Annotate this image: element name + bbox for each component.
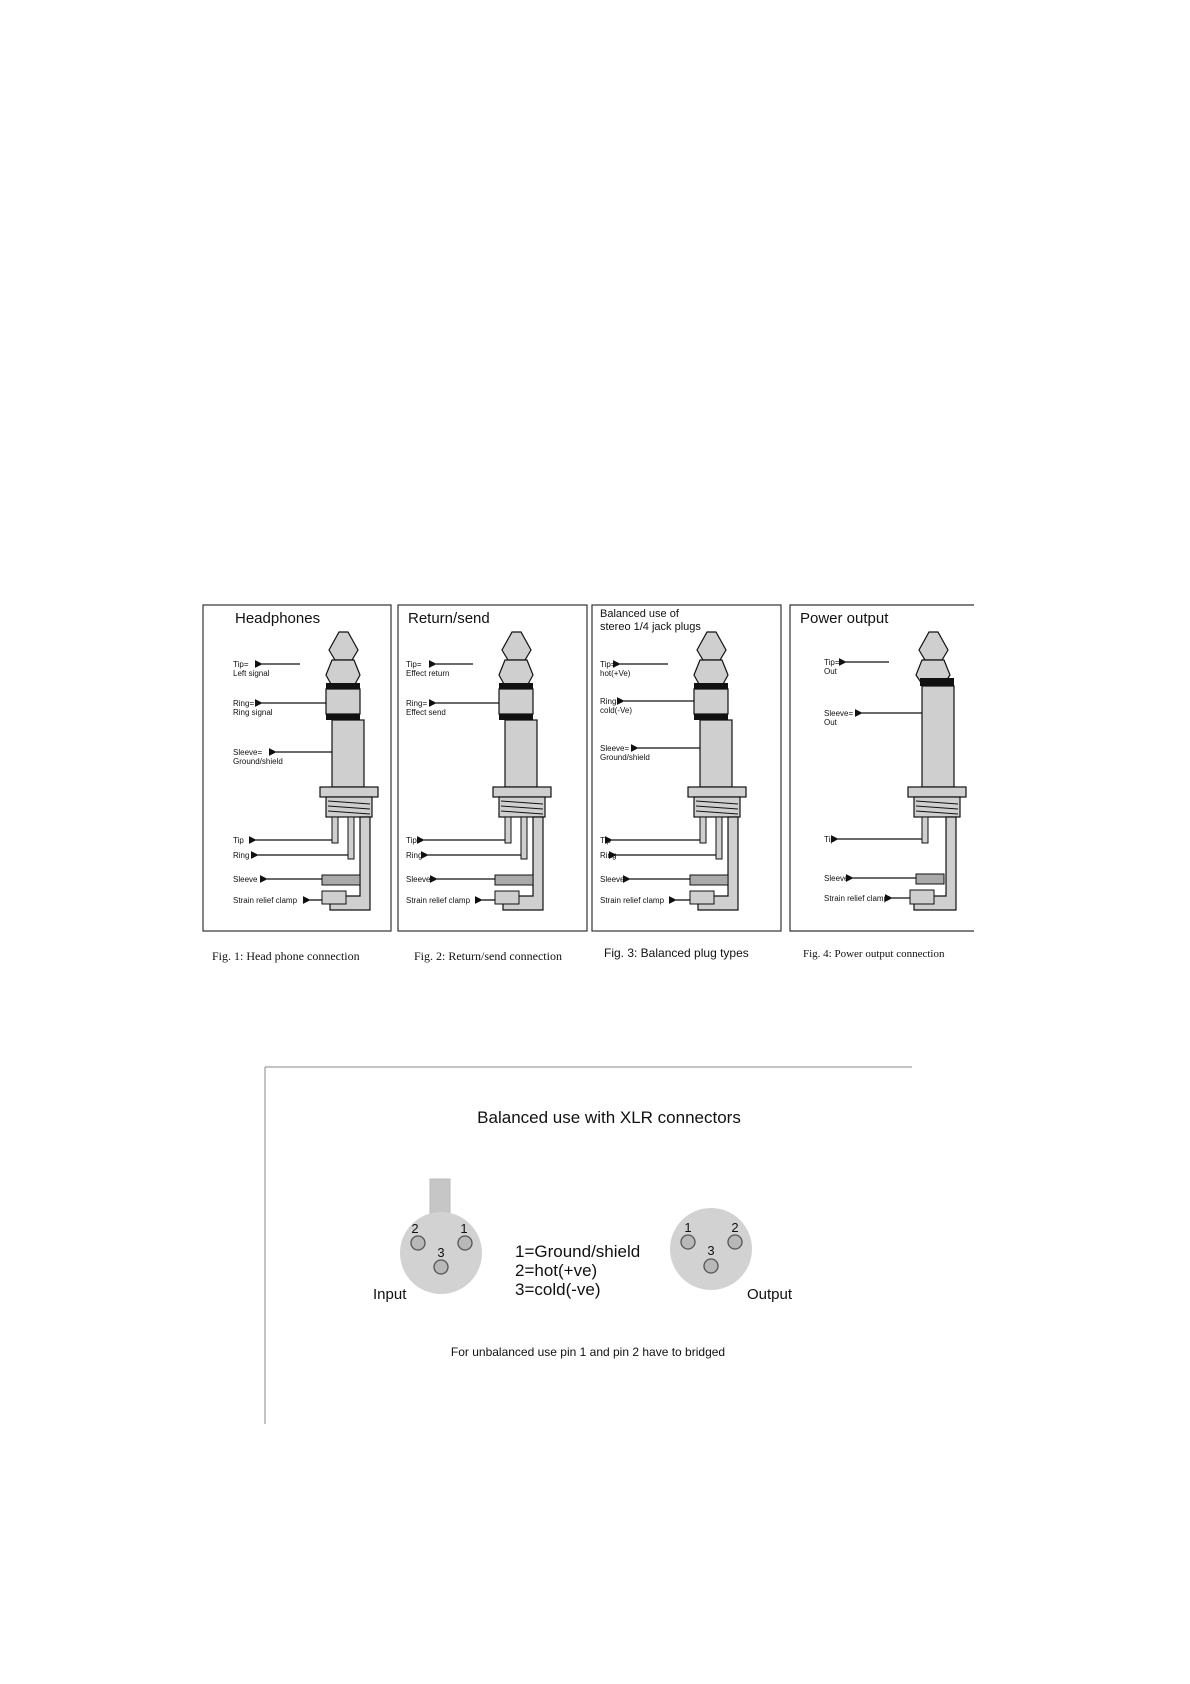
label-tip-wire: Tip [824,835,835,844]
xlr-input-connector [400,1179,482,1294]
legend-pin-2: 2=hot(+ve) [515,1261,598,1280]
label-sleeve: Sleeve= [824,709,854,718]
label-tip-desc: hot(+Ve) [600,669,631,678]
label-ring-wire: Ring [406,851,423,860]
label-tip-desc: Effect return [406,669,450,678]
label-sleeve-desc: Out [824,718,837,727]
label-ring: Ring= [406,699,428,708]
figure-caption: Fig. 1: Head phone connection [212,949,360,963]
pin [728,1235,742,1249]
label-tip: Tip= [406,660,422,669]
label-sleeve-wire: Sleeve [233,875,258,884]
label-strain-relief: Strain relief clamp [824,894,889,903]
label-sleeve-wire: Sleeve [824,874,849,883]
label-tip-wire: Tip [600,836,611,845]
label-ring-wire: Ring [233,851,250,860]
label-ring-desc: Ring signal [233,708,273,717]
label-tip: Tip= [824,658,840,667]
label-tip-wire: Tip [406,836,417,845]
figure-caption: Fig. 3: Balanced plug types [604,946,749,960]
panel-title-line2: stereo 1/4 jack plugs [600,621,701,633]
panel-title-line1: Balanced use of [600,608,679,620]
pin-label: 3 [437,1245,445,1260]
xlr-output-connector [670,1208,752,1290]
pin-label: 2 [411,1221,419,1236]
label-sleeve-desc: Ground/shield [233,757,283,766]
legend-pin-3: 3=cold(-ve) [515,1280,601,1299]
panel-title: Return/send [408,610,490,627]
pin-label: 3 [707,1243,715,1258]
label-ring: Ring= [233,699,255,708]
label-sleeve-wire: Sleeve [600,875,625,884]
label-sleeve-desc: Ground/shield [600,753,650,762]
pin-label: 1 [684,1220,692,1235]
pin-label: 1 [460,1221,468,1236]
label-tip-wire: Tip [233,836,244,845]
panel-title: Power output [800,610,889,627]
label-tip: Tip= [233,660,249,669]
pin [704,1259,718,1273]
label-sleeve-wire: Sleeve [406,875,431,884]
input-label: Input [373,1286,407,1303]
label-tip: Tip= [600,660,616,669]
pin [681,1235,695,1249]
panel-title: Headphones [235,610,321,627]
label-strain-relief: Strain relief clamp [600,896,665,905]
pin [458,1236,472,1250]
pin [434,1260,448,1274]
label-strain-relief: Strain relief clamp [406,896,471,905]
label-strain-relief: Strain relief clamp [233,896,298,905]
label-ring-desc: Effect send [406,708,446,717]
pin-legend [515,1242,640,1299]
unbalanced-note: For unbalanced use pin 1 and pin 2 have to bridged [450,1345,726,1359]
label-tip-desc: Out [824,667,837,676]
label-tip-desc: Left signal [233,669,270,678]
label-sleeve: Sleeve= [600,744,630,753]
xlr-title: Balanced use with XLR connectors [477,1108,741,1127]
label-ring: Ring= [600,697,622,706]
label-ring-desc: cold(-Ve) [600,706,633,715]
pin [411,1236,425,1250]
figure-caption: Fig. 4: Power output connection [803,948,945,960]
label-ring-wire: Ring [600,851,617,860]
pin-label: 2 [731,1220,739,1235]
label-sleeve: Sleeve= [233,748,263,757]
figure-caption: Fig. 2: Return/send connection [414,949,562,963]
legend-pin-1: 1=Ground/shield [515,1242,641,1261]
output-label: Output [747,1286,793,1303]
